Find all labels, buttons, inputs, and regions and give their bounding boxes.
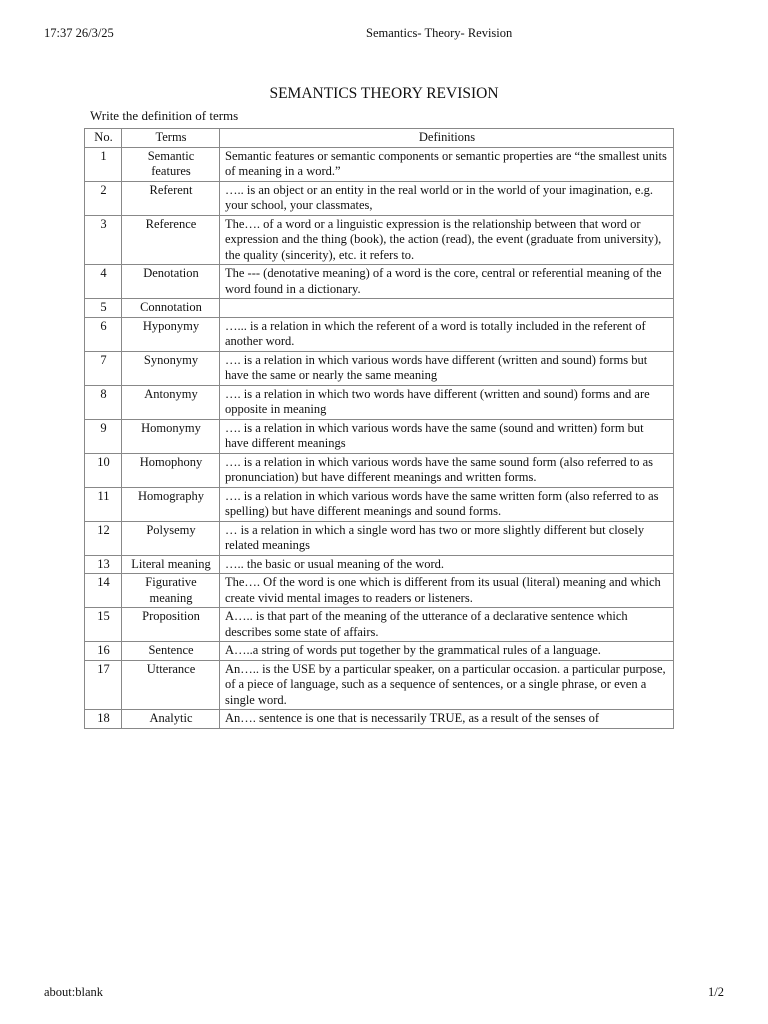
definition-cell: …. is a relation in which various words have the same (sound and written) form but have different meanings — [220, 419, 674, 453]
table-row — [85, 317, 674, 351]
definition-cell: …. is a relation in which two words have different (written and sound) forms and are opposite in meaning — [220, 385, 674, 419]
row-number: 15 — [85, 608, 122, 642]
table-row — [85, 351, 674, 385]
row-number: 12 — [85, 521, 122, 555]
table-row — [85, 521, 674, 555]
row-number: 1 — [85, 147, 122, 181]
row-number: 10 — [85, 453, 122, 487]
table-header-row — [85, 129, 674, 148]
definition-cell: An….. is the USE by a particular speaker, on a particular occasion. a particular purpose, of a piece of language, such as a sequence of sentences, or a single phrase, or even a single word. — [220, 660, 674, 710]
column-header-terms: Terms — [122, 129, 220, 148]
table-body — [85, 147, 674, 728]
term-cell: Semantic features — [122, 147, 220, 181]
term-cell: Referent — [122, 181, 220, 215]
row-number: 4 — [85, 265, 122, 299]
row-number: 13 — [85, 555, 122, 574]
page-title: SEMANTICS THEORY REVISION — [269, 85, 499, 102]
column-header-definitions: Definitions — [220, 129, 674, 148]
row-number: 17 — [85, 660, 122, 710]
page-number: 1/2 — [708, 985, 724, 999]
table-row — [85, 453, 674, 487]
table-row — [85, 555, 674, 574]
table-row — [85, 642, 674, 661]
definition-cell — [220, 299, 674, 318]
table-row — [85, 181, 674, 215]
definition-cell: …. is a relation in which various words have the same written form (also referred to as spelling) but have different meanings and sound forms. — [220, 487, 674, 521]
definition-cell: The…. Of the word is one which is different from its usual (literal) meaning and which create vivid mental images to readers or listeners. — [220, 574, 674, 608]
term-cell: Homonymy — [122, 419, 220, 453]
term-cell: Analytic — [122, 710, 220, 729]
term-cell: Reference — [122, 215, 220, 265]
term-cell: Proposition — [122, 608, 220, 642]
table-row — [85, 710, 674, 729]
row-number: 14 — [85, 574, 122, 608]
term-cell: Hyponymy — [122, 317, 220, 351]
term-cell: Homophony — [122, 453, 220, 487]
definition-cell: … is a relation in which a single word has two or more slightly different but closely related meanings — [220, 521, 674, 555]
definition-cell: …. is a relation in which various words have different (written and sound) forms but have the same or nearly the same meaning — [220, 351, 674, 385]
table-row — [85, 574, 674, 608]
row-number: 11 — [85, 487, 122, 521]
definition-cell: ….. the basic or usual meaning of the word. — [220, 555, 674, 574]
term-cell: Connotation — [122, 299, 220, 318]
definition-cell: A…..a string of words put together by the grammatical rules of a language. — [220, 642, 674, 661]
print-document-name: Semantics- Theory- Revision — [366, 26, 513, 40]
definition-cell: An…. sentence is one that is necessarily TRUE, as a result of the senses of — [220, 710, 674, 729]
print-datetime: 17:37 26/3/25 — [44, 26, 114, 40]
table-row — [85, 147, 674, 181]
table-row — [85, 265, 674, 299]
definition-cell: The --- (denotative meaning) of a word is the core, central or referential meaning of the word found in a dictionary. — [220, 265, 674, 299]
row-number: 3 — [85, 215, 122, 265]
definition-cell: Semantic features or semantic components or semantic properties are “the smallest units of meaning in a word.” — [220, 147, 674, 181]
term-cell: Homography — [122, 487, 220, 521]
definition-cell: ….. is an object or an entity in the real world or in the world of your imagination, e.g. your school, your classmates, — [220, 181, 674, 215]
table-row — [85, 385, 674, 419]
table-row — [85, 608, 674, 642]
term-cell: Literal meaning — [122, 555, 220, 574]
row-number: 16 — [85, 642, 122, 661]
row-number: 5 — [85, 299, 122, 318]
print-url: about:blank — [44, 985, 104, 999]
term-cell: Figurative meaning — [122, 574, 220, 608]
term-cell: Utterance — [122, 660, 220, 710]
definition-cell: The…. of a word or a linguistic expression is the relationship between that word or expression and the thing (book), the action (read), the event (graduate from university), the quality (sincerity), etc. it refers to. — [220, 215, 674, 265]
table-row — [85, 660, 674, 710]
row-number: 7 — [85, 351, 122, 385]
term-cell: Antonymy — [122, 385, 220, 419]
definition-cell: …... is a relation in which the referent of a word is totally included in the referent of another word. — [220, 317, 674, 351]
table-row — [85, 487, 674, 521]
definition-cell: A….. is that part of the meaning of the utterance of a declarative sentence which describes some state of affairs. — [220, 608, 674, 642]
term-cell: Polysemy — [122, 521, 220, 555]
terms-table — [84, 128, 674, 729]
row-number: 2 — [85, 181, 122, 215]
term-cell: Synonymy — [122, 351, 220, 385]
table-row — [85, 215, 674, 265]
table-row — [85, 419, 674, 453]
row-number: 18 — [85, 710, 122, 729]
table-row — [85, 299, 674, 318]
term-cell: Sentence — [122, 642, 220, 661]
column-header-no: No. — [85, 129, 122, 148]
instruction-text: Write the definition of terms — [90, 108, 239, 123]
row-number: 8 — [85, 385, 122, 419]
row-number: 9 — [85, 419, 122, 453]
definition-cell: …. is a relation in which various words have the same sound form (also referred to as pronunciation) but have different meanings and written forms. — [220, 453, 674, 487]
row-number: 6 — [85, 317, 122, 351]
term-cell: Denotation — [122, 265, 220, 299]
